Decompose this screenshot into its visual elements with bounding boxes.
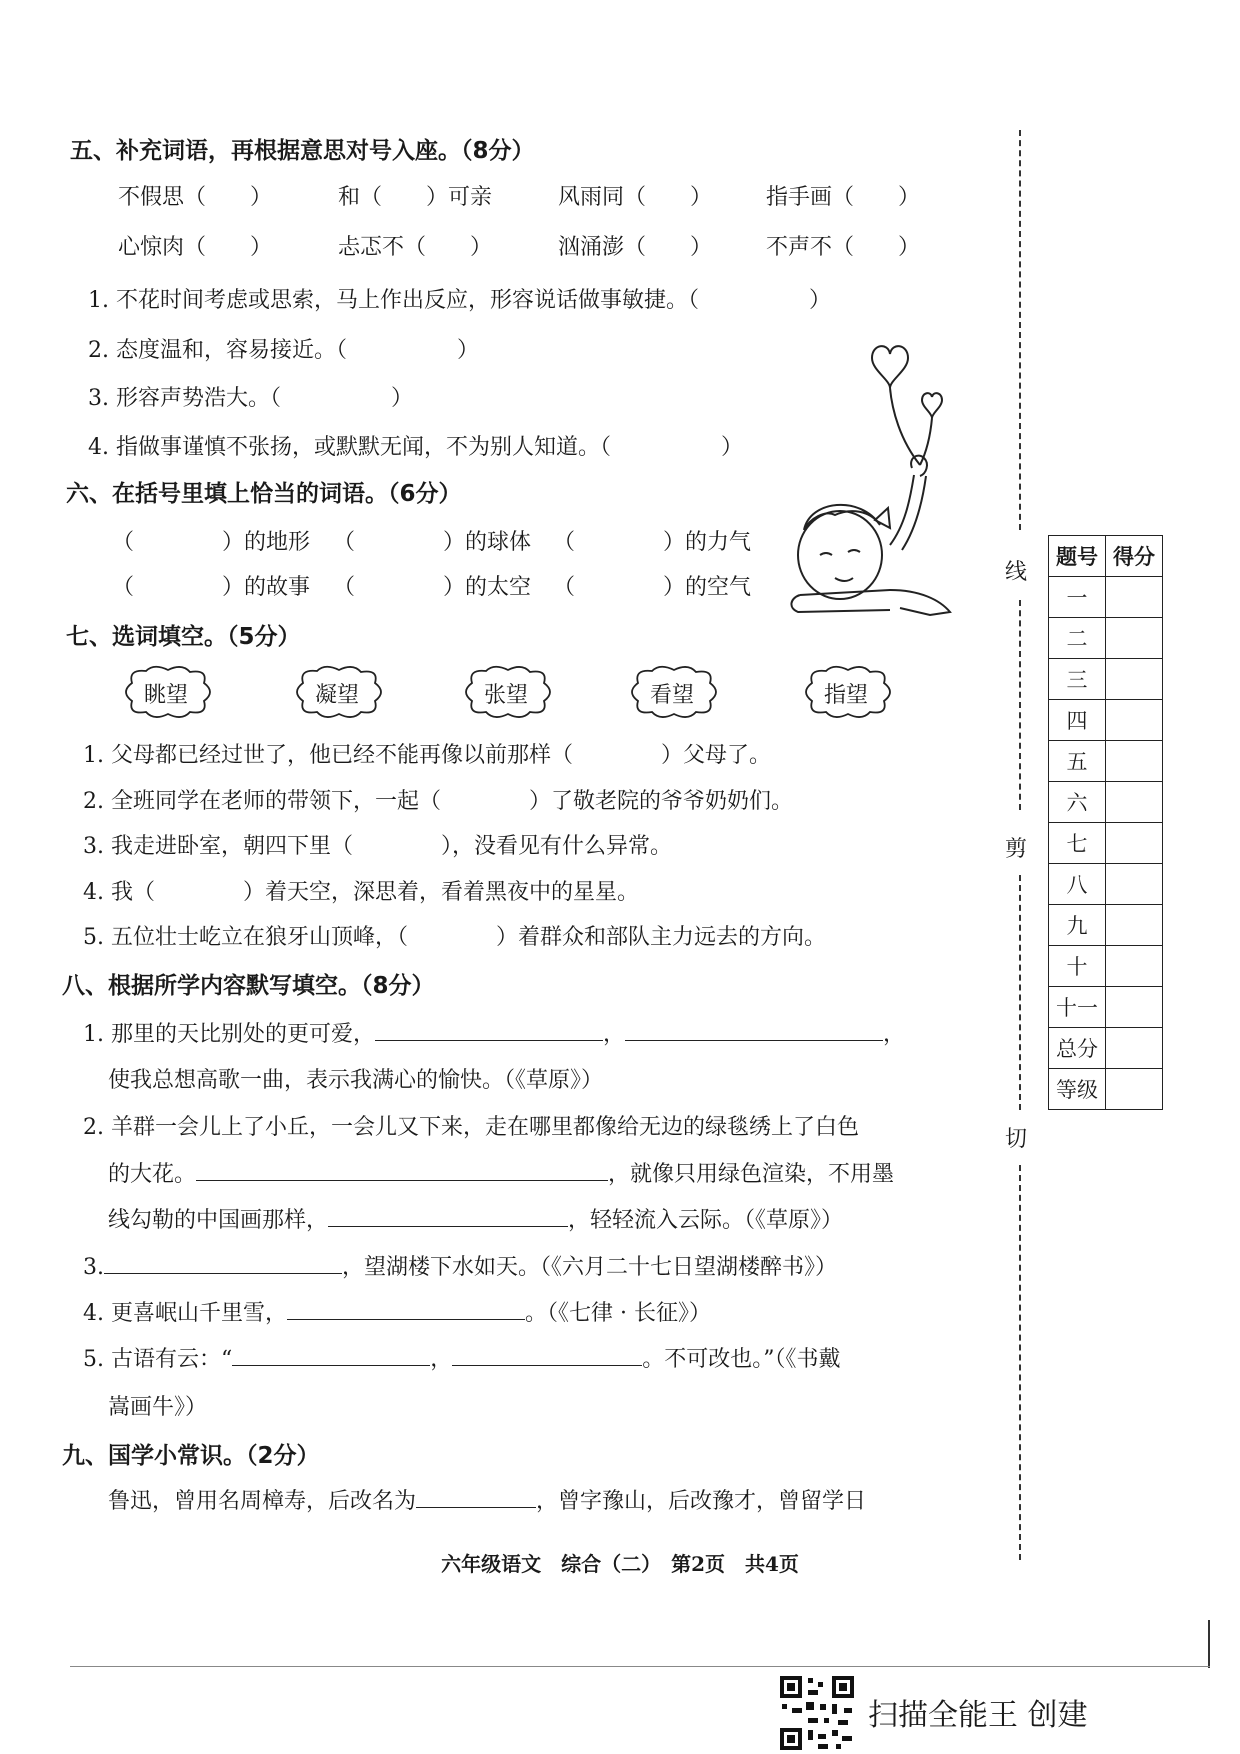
section-5-title: 五、补充词语，再根据意思对号入座。（8分）: [70, 138, 535, 164]
s5-word-8: 不声不（ ）: [766, 235, 921, 260]
row-label: 八: [1049, 864, 1106, 905]
binding-cut-line: [1019, 130, 1021, 530]
s6-item-5: （ ）的太空: [333, 575, 532, 600]
table-row: [1049, 1069, 1163, 1110]
score-cell[interactable]: [1106, 1069, 1163, 1110]
s8-q2-text-4: ，轻轻流入云际。（《草原》）: [568, 1208, 844, 1233]
row-label: 九: [1049, 905, 1106, 946]
s7-question-2: 2. 全班同学在老师的带领下，一起（ ）了敬老院的爷爷奶奶们。: [83, 789, 793, 814]
score-cell[interactable]: [1106, 782, 1163, 823]
word-option-cloud: [289, 665, 385, 719]
row-label: 总分: [1049, 1028, 1106, 1069]
binding-cut-line: [1019, 600, 1021, 810]
s5-word-3: 风雨同（ ）: [558, 185, 713, 210]
score-cell[interactable]: [1106, 577, 1163, 618]
word-option-label: 眺望: [143, 683, 188, 708]
answer-blank[interactable]: [232, 1364, 430, 1366]
row-label: 十: [1049, 946, 1106, 987]
binding-cut-line: [1019, 1165, 1021, 1560]
answer-blank[interactable]: [375, 1039, 603, 1041]
score-cell[interactable]: [1106, 987, 1163, 1028]
s8-question-2-line3: [108, 1203, 843, 1234]
s8-question-1: [83, 1017, 905, 1048]
s8-q5-comma: ，: [430, 1347, 453, 1372]
s6-item-6: （ ）的空气: [553, 575, 752, 600]
table-row: [1049, 864, 1163, 905]
word-option-label: 张望: [483, 683, 528, 708]
score-cell[interactable]: [1106, 946, 1163, 987]
s8-q1-comma-2: ，: [883, 1022, 906, 1047]
s6-item-2: （ ）的球体: [333, 530, 532, 555]
word-option-cloud: [624, 665, 720, 719]
answer-blank[interactable]: [196, 1179, 608, 1181]
s5-word-1: 不假思（ ）: [118, 185, 273, 210]
s8-q5-text-2: 。不可改也。”（《书戴: [642, 1347, 841, 1372]
answer-blank[interactable]: [452, 1364, 642, 1366]
s8-q5-text: 5. 古语有云：“: [83, 1347, 233, 1372]
score-cell[interactable]: [1106, 823, 1163, 864]
s5-word-2: 和（ ）可亲: [338, 185, 493, 210]
page-footer: 六年级语文 综合（二） 第2页 共4页: [441, 1552, 799, 1576]
score-cell[interactable]: [1106, 741, 1163, 782]
s6-item-1: （ ）的地形: [112, 530, 311, 555]
s5-question-1: 1. 不花时间考虑或思索，马上作出反应，形容说话做事敏捷。（ ）: [88, 288, 831, 313]
row-label: 五: [1049, 741, 1106, 782]
header-question-number: 题号: [1049, 536, 1106, 577]
header-score: 得分: [1106, 536, 1163, 577]
table-row: [1049, 823, 1163, 864]
answer-blank[interactable]: [416, 1506, 536, 1508]
s5-word-4: 指手画（ ）: [766, 185, 921, 210]
s6-item-4: （ ）的故事: [112, 575, 311, 600]
section-6-title: 六、在括号里填上恰当的词语。（6分）: [66, 481, 462, 507]
table-row: [1049, 782, 1163, 823]
s5-question-3: 3. 形容声势浩大。（ ）: [88, 386, 413, 411]
word-option-label: 指望: [823, 683, 868, 708]
s9-text-2: ，曾字豫山，后改豫才，曾留学日: [536, 1489, 867, 1514]
s9-text: 鲁迅，曾用名周樟寿，后改名为: [108, 1489, 417, 1514]
row-label: 六: [1049, 782, 1106, 823]
s5-word-6: 忐忑不（ ）: [338, 235, 493, 260]
row-label: 二: [1049, 618, 1106, 659]
s7-question-5: 5. 五位壮士屹立在狼牙山顶峰，（ ）着群众和部队主力远去的方向。: [83, 925, 826, 950]
score-cell[interactable]: [1106, 700, 1163, 741]
score-cell[interactable]: [1106, 659, 1163, 700]
scan-edge-line: [1208, 1620, 1210, 1668]
answer-blank[interactable]: [625, 1039, 883, 1041]
table-row: [1049, 741, 1163, 782]
s8-q4-text-2: 。（《七律 · 长征》）: [524, 1301, 711, 1326]
s8-q2-text-2: ，就像只用绿色渲染，不用墨: [608, 1162, 895, 1187]
s6-item-3: （ ）的力气: [553, 530, 752, 555]
cut-label-line: 线: [1005, 560, 1028, 585]
table-row: [1049, 577, 1163, 618]
row-label: 三: [1049, 659, 1106, 700]
section-8-title: 八、根据所学内容默写填空。（8分）: [62, 973, 435, 999]
score-cell[interactable]: [1106, 1028, 1163, 1069]
row-label: 一: [1049, 577, 1106, 618]
word-option-cloud: [118, 665, 214, 719]
section-7-title: 七、选词填空。（5分）: [66, 624, 301, 650]
table-row: [1049, 905, 1163, 946]
word-option-label: 看望: [649, 683, 694, 708]
cut-label-slice: 切: [1005, 1127, 1028, 1152]
s8-q2-text-3: 线勾勒的中国画那样，: [108, 1208, 329, 1233]
score-cell[interactable]: [1106, 864, 1163, 905]
scan-edge-line: [70, 1666, 1210, 1667]
word-option-label: 凝望: [314, 683, 359, 708]
answer-blank[interactable]: [328, 1225, 568, 1227]
s8-question-5-cont: 嵩画牛》）: [108, 1395, 208, 1420]
score-table-header: [1049, 536, 1163, 577]
s7-question-1: 1. 父母都已经过世了，他已经不能再像以前那样（ ）父母了。: [83, 743, 771, 768]
s7-question-4: 4. 我（ ）着天空，深思着，看着黑夜中的星星。: [83, 880, 639, 905]
row-label: 四: [1049, 700, 1106, 741]
answer-blank[interactable]: [287, 1318, 525, 1320]
s8-question-3: [83, 1250, 837, 1281]
s8-question-2-line2: [108, 1157, 894, 1188]
row-label: 十一: [1049, 987, 1106, 1028]
table-row: [1049, 946, 1163, 987]
s8-question-1-cont: 使我总想高歌一曲，表示我满心的愉快。（《草原》）: [108, 1068, 604, 1093]
s8-q3-num: 3.: [83, 1255, 104, 1280]
row-label: 等级: [1049, 1069, 1106, 1110]
scanner-watermark-text: 扫描全能王 创建: [868, 1698, 1088, 1733]
answer-blank[interactable]: [104, 1272, 342, 1274]
word-option-cloud: [798, 665, 894, 719]
cut-label-cut: 剪: [1005, 837, 1028, 862]
s5-question-2: 2. 态度温和，容易接近。（ ）: [88, 338, 479, 363]
table-row: [1049, 700, 1163, 741]
section-9-title: 九、国学小常识。（2分）: [62, 1443, 320, 1469]
score-cell[interactable]: [1106, 905, 1163, 946]
s9-line: [108, 1484, 866, 1515]
table-row: [1049, 618, 1163, 659]
s8-q4-text: 4. 更喜岷山千里雪，: [83, 1301, 287, 1326]
s8-q3-text: ，望湖楼下水如天。（《六月二十七日望湖楼醉书》）: [342, 1255, 838, 1280]
s8-q2-text: 的大花。: [108, 1162, 197, 1187]
s8-question-5: [83, 1342, 841, 1373]
s8-question-4: [83, 1296, 711, 1327]
s5-question-4: 4. 指做事谨慎不张扬，或默默无闻，不为别人知道。（ ）: [88, 435, 743, 460]
girl-with-heart-balloons-illustration: [780, 340, 955, 640]
s8-question-2: 2. 羊群一会儿上了小丘，一会儿又下来，走在哪里都像给无边的绿毯绣上了白色: [83, 1115, 859, 1140]
s7-question-3: 3. 我走进卧室，朝四下里（ ），没看见有什么异常。: [83, 834, 672, 859]
table-row: [1049, 1028, 1163, 1069]
table-row: [1049, 659, 1163, 700]
table-row: [1049, 987, 1163, 1028]
score-table: [1048, 535, 1163, 1110]
qr-code-icon: [778, 1674, 856, 1752]
s8-q1-comma: ，: [602, 1022, 625, 1047]
s8-q1-text: 1. 那里的天比别处的更可爱，: [83, 1022, 375, 1047]
row-label: 七: [1049, 823, 1106, 864]
s5-word-7: 汹涌澎（ ）: [558, 235, 713, 260]
s5-word-5: 心惊肉（ ）: [118, 235, 273, 260]
binding-cut-line: [1019, 875, 1021, 1110]
score-cell[interactable]: [1106, 618, 1163, 659]
word-option-cloud: [458, 665, 554, 719]
